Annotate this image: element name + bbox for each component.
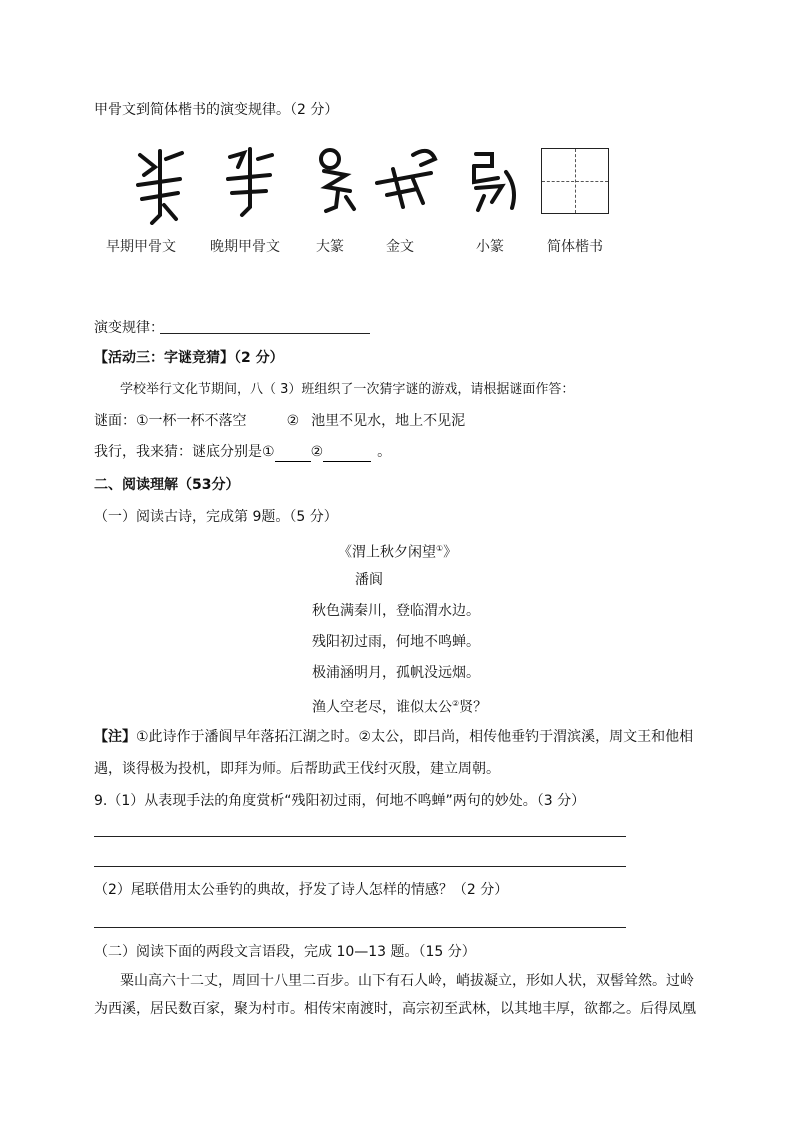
riddle-1: ①一杯一杯不落空	[136, 413, 247, 429]
intro-text: 甲骨文到简体楷书的演变规律。（2 分）	[94, 102, 339, 118]
poem-line-4-note: ②	[452, 699, 460, 708]
section2-heading: 二、阅读理解（53分）	[94, 477, 240, 493]
note-text-1: ①此诗作于潘阆早年落拓江湖之时。②太公，即吕尚，相传他垂钓于渭滨溪，周文王和他相	[136, 729, 694, 745]
large-seal-glyph	[310, 145, 360, 215]
section2-part1: （一）阅读古诗，完成第 9题。（5 分）	[94, 509, 338, 525]
poem-line-3: 极浦涵明月，孤帆没远烟。	[312, 665, 480, 681]
question-9-2: （2）尾联借用太公垂钓的典故，抒发了诗人怎样的情感？（2 分）	[94, 882, 509, 898]
riddle-2-number: ②	[286, 413, 300, 429]
q9-1-answer-line-1[interactable]	[94, 836, 626, 837]
answer-mid: ②	[310, 444, 324, 460]
poem-line-4	[312, 695, 487, 717]
rule-label: 演变规律：	[94, 320, 164, 336]
part2-line-2: 为西溪，居民数百家，聚为村市。相传宋南渡时，高宗初至武林，以其地丰厚，欲都之。后得凤凰	[94, 1001, 696, 1017]
poem-line-1: 秋色满秦川，登临渭水边。	[312, 603, 480, 619]
q9-1-answer-line-2[interactable]	[94, 866, 626, 867]
note-line-2: 遇，谈得极为投机，即拜为师。后帮助武王伐纣灭殷，建立周朝。	[94, 761, 500, 777]
note-label: 【注】	[94, 729, 136, 745]
small-seal-glyph	[462, 148, 522, 214]
answer-suffix: 。	[377, 444, 392, 460]
poem-line-4-a: 渔人空老尽，谁似太公	[312, 699, 452, 716]
poem-title-close: 》	[443, 544, 458, 561]
poem-title	[338, 540, 457, 562]
q9-2-answer-line[interactable]	[94, 927, 626, 928]
poem-title-note: ①	[436, 544, 444, 553]
riddle-label: 谜面：	[94, 413, 136, 429]
rule-answer-line[interactable]	[160, 333, 370, 334]
riddle-2: 池里不见水，地上不见泥	[311, 413, 466, 429]
caption-large-seal: 大篆	[316, 239, 344, 255]
caption-regular-script: 简体楷书	[547, 239, 603, 255]
caption-small-seal: 小篆	[476, 239, 504, 255]
activity3-instruction: 学校举行文化节期间，八（ 3）班组织了一次猜字谜的游戏，请根据谜面作答：	[120, 382, 575, 397]
bronze-glyph	[373, 145, 445, 215]
activity3-heading: 【活动三：字谜竞猜】（2 分）	[94, 350, 284, 366]
answer-blank-2[interactable]	[323, 443, 371, 462]
riddle-line	[94, 412, 465, 430]
part2-heading: （二）阅读下面的两段文言语段，完成 10—13 题。（15 分）	[94, 944, 476, 960]
question-9-1: 9.（1）从表现手法的角度赏析“残阳初过雨，何地不鸣蝉”两句的妙处。（3 分）	[94, 793, 586, 809]
regular-script-grid	[541, 148, 609, 214]
poem-line-2: 残阳初过雨，何地不鸣蝉。	[312, 634, 480, 650]
answer-blank-1[interactable]	[275, 443, 311, 462]
poem-author: 潘阆	[355, 572, 383, 588]
part2-line-1: 粟山高六十二丈，周回十八里二百步。山下有石人岭，峭拔凝立，形如人状，双髻耸然。过岭	[120, 973, 694, 989]
caption-late-oracle: 晚期甲骨文	[210, 239, 280, 255]
riddle-answer-line	[94, 443, 391, 462]
caption-early-oracle: 早期甲骨文	[106, 239, 176, 255]
answer-prefix: 我行，我来猜：谜底分别是①	[94, 444, 275, 460]
poem-title-text: 《渭上秋夕闲望	[338, 544, 436, 561]
caption-bronze: 金文	[386, 239, 414, 255]
poem-line-4-b: 贤？	[459, 699, 488, 716]
early-oracle-glyph	[130, 145, 190, 225]
late-oracle-glyph	[222, 145, 278, 221]
note-line-1	[94, 728, 693, 746]
